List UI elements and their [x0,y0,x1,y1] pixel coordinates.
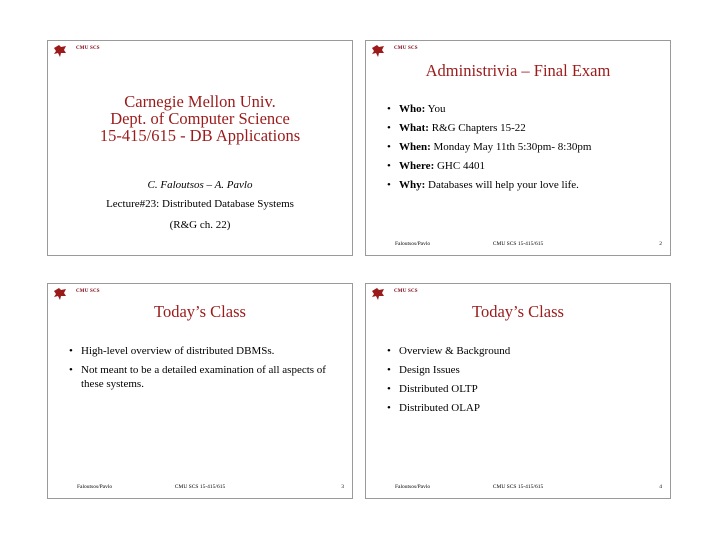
lecture-title: Lecture#23: Distributed Database Systems [106,198,294,210]
footer-course: CMU SCS 15-415/615 [492,241,544,247]
slide-3-title: Today’s Class [154,302,246,321]
page-number: 2 [659,241,662,247]
title-line-1: Carnegie Mellon Univ. [124,92,276,111]
brand-label: CMU SCS [76,46,100,51]
list-item: • Not meant to be a detailed examination of all aspects of these systems. [69,363,332,391]
bullet-list [387,344,662,420]
slide-4 [365,283,671,499]
page-number: 3 [341,484,344,490]
footer-authors: Faloutsos/Pavlo [395,484,431,490]
list-item: • Overview & Background [387,344,662,358]
authors: C. Faloutsos – A. Pavlo [147,179,253,191]
list-item: • Distributed OLAP [387,401,662,415]
cmu-logo-icon [371,44,385,58]
list-item: • When: Monday May 11th 5:30pm- 8:30pm [387,140,662,154]
list-item: • What: R&G Chapters 15-22 [387,121,662,135]
brand-label: CMU SCS [394,46,418,51]
cmu-logo-icon [53,287,67,301]
bullet-list [69,344,332,396]
slide-2 [365,40,671,256]
slide-footer [366,241,670,249]
slide-footer [366,484,670,492]
list-item: • Why: Databases will help your love life. [387,178,662,192]
list-item: • Who: You [387,102,662,116]
brand-label: CMU SCS [394,289,418,294]
title-line-2: Dept. of Computer Science [110,109,290,128]
title-line-3: 15-415/615 - DB Applications [99,126,301,145]
footer-authors: Faloutsos/Pavlo [395,241,431,247]
cmu-logo-icon [53,44,67,58]
list-item: • Design Issues [387,363,662,377]
bullet-list [387,102,662,197]
page-number: 4 [659,484,662,490]
footer-authors: Faloutsos/Pavlo [77,484,113,490]
footer-course: CMU SCS 15-415/615 [174,484,226,490]
reference: (R&G ch. 22) [169,219,231,231]
brand-label: CMU SCS [76,289,100,294]
slide-footer [48,484,352,492]
slide-1 [47,40,353,256]
list-item: • Where: GHC 4401 [387,159,662,173]
slide-3 [47,283,353,499]
slide-1-title [48,93,352,144]
list-item: • High-level overview of distributed DBMSs. [69,344,332,358]
cmu-logo-icon [371,287,385,301]
slide-2-title: Administrivia – Final Exam [425,61,611,80]
slide-4-title: Today’s Class [472,302,564,321]
list-item: • Distributed OLTP [387,382,662,396]
footer-course: CMU SCS 15-415/615 [492,484,544,490]
